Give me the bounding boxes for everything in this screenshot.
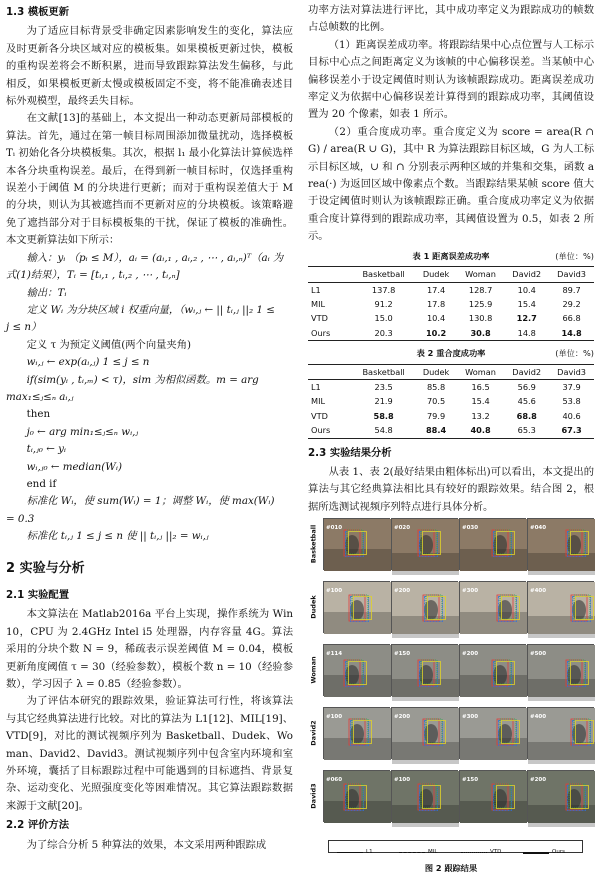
table-2-value-cell: 40.8 [470, 425, 491, 436]
table-1-value-cell: 91.2 [374, 298, 393, 309]
video-frame [323, 707, 390, 759]
table-1-method-cell: L1 [311, 284, 321, 295]
table-2-row [308, 409, 594, 423]
frame-number: #030 [462, 525, 479, 532]
right-column [308, 2, 594, 874]
figure-row [308, 707, 594, 759]
table-1-header-cell: Basketball [362, 269, 405, 280]
frame-number: #040 [530, 525, 547, 532]
algo-line-4: tᵢ,ⱼ₀ ← yᵢ [26, 443, 66, 456]
video-frame [459, 707, 526, 759]
table-2-method-cell: MIL [311, 396, 326, 407]
section-2-2-paragraph-1: 为了综合分析 5 种算法的效果，本文采用两种跟踪成 [26, 838, 267, 851]
legend-item [523, 844, 565, 861]
section-2-title: 2 实验与分析 [6, 560, 85, 576]
table-2-method-cell: VTD [311, 410, 328, 421]
section-2-3-title: 2.3 实验结果分析 [308, 446, 392, 459]
evaluation-method-continued: 功率方法对算法进行评比，其中成功率定义为跟踪成功的帧数占总帧数的比例。 [308, 4, 594, 34]
frame-number: #100 [326, 714, 343, 721]
video-frame [459, 644, 526, 696]
table-1-row [308, 297, 594, 311]
video-frame [459, 770, 526, 822]
table-2-row [308, 394, 594, 408]
table-2-method-cell: L1 [311, 381, 321, 392]
video-frame [527, 518, 594, 570]
algo-then: then [26, 408, 51, 421]
update-algorithm [6, 250, 293, 546]
figure-row-label [308, 644, 320, 696]
table-1-row [308, 282, 594, 297]
table-1-value-cell: 128.7 [468, 284, 493, 295]
table-2-value-cell: 56.9 [517, 381, 536, 392]
figure-row-label [308, 581, 320, 633]
table-2-value-cell: 88.4 [425, 425, 447, 436]
table-2-caption [308, 345, 594, 362]
table-2-value-cell: 37.9 [562, 381, 581, 392]
tracking-results-figure [308, 518, 594, 874]
table-1 [308, 266, 594, 341]
table-2-value-cell: 67.3 [561, 425, 582, 436]
frame-number: #010 [326, 525, 343, 532]
table-2-value-cell: 85.8 [426, 381, 446, 392]
table-2-header [308, 364, 594, 379]
figure-row [308, 644, 594, 696]
algo-end-if: end if [26, 477, 57, 490]
video-frame [323, 581, 390, 633]
algo-normalize-2: 标准化 tᵢ,ⱼ 1 ≤ j ≤ n 使 || tᵢ,ⱼ ||₂ = wᵢ,ⱼ [26, 530, 209, 543]
table-1-method-cell: Ours [311, 327, 331, 338]
sequence-name: David2 [309, 720, 318, 746]
frame-number: #300 [462, 588, 479, 595]
section-1-3-paragraph-2: 在文献[13]的基础上，本文提出一种动态更新局部模板的算法。首先，通过在第一帧目标周围添加微量扰动，选择模板 Tᵢ 初始化各分块模板集。其次，根据 l₁ 最小化算法计算候选样本各分块重构误差。最后，在得到新一帧目标时，仅选择重构误差小于阈值 M 的分块进行更新；而对于重构误差值大于 M 的分块，则认为其被遮挡而不更新对应的分块模板。该策略避免了遮挡部分对于目标模板集的干扰，保证了模板的准确性。本文更新算法如下所示： [6, 112, 293, 247]
table-1-header [308, 267, 594, 282]
video-frame [391, 707, 458, 759]
algo-line-2-cont: max₁≤ⱼ≤ₙ aᵢ,ⱼ [6, 390, 74, 403]
table-1-value-cell: 30.8 [470, 327, 491, 338]
section-1-3-paragraph-1: 为了适应目标背景受非确定因素影响发生的变化，算法应及时更新各分块区域对应的模板集。如果模板更新过快，模板的重构误差将会不断积累，进而导致跟踪算法发生偏移，与此相反，如果模板更新太慢或模板固定不变，将不能准确表述目标外观模型，最终丢失目标。 [6, 25, 293, 108]
table-1-value-cell: 89.7 [562, 284, 581, 295]
table-2-value-cell: 45.6 [517, 396, 536, 407]
sequence-name: Dudek [309, 595, 318, 619]
algo-line-3: j₀ ← arg min₁≤ⱼ≤ₙ wᵢ,ⱼ [26, 425, 139, 438]
table-1-value-cell: 14.8 [517, 327, 536, 338]
table-2-value-cell: 16.5 [471, 381, 490, 392]
table-2-row [308, 423, 594, 438]
table-1-unit: (单位：%) [555, 250, 594, 261]
table-1-value-cell: 14.8 [561, 327, 582, 338]
frame-number: #200 [394, 714, 411, 721]
overlap-paragraph: （2）重合度成功率。重合度定义为 score = area(R ∩ G) / area(R ∪ G)，其中 R 为算法跟踪目标区域，G 为人工标示目标区域，∪ 和 ∩ 分别表示两种区域的并集和交集，函数 area(·) 为返回区域中像素点个数。当跟踪结果某帧 score 值大于设定阈值时则认为该帧跟踪正确。重合度成功率定义为依据重合度计算得到的跟踪成功率，其阈值设置为 0.5，如表 2 所示。 [308, 125, 594, 243]
algo-output: 输出：Tᵢ [26, 286, 67, 299]
section-2-3-paragraph: 从表 1、表 2(最好结果由粗体标出)可以看出，本文提出的算法与其它经典算法相比具有较好的跟踪效果。结合图 2，根据所选测试视频序列特点进行具体分析。 [308, 465, 594, 513]
figure-2-caption: 图 2 跟踪结果 [424, 863, 478, 874]
figure-row-label [308, 707, 320, 759]
table-2-header-cell: Basketball [362, 366, 405, 377]
frame-number: #150 [462, 777, 479, 784]
table-1-value-cell: 125.9 [468, 298, 493, 309]
table-1-row [308, 326, 594, 341]
table-2-value-cell: 23.5 [374, 381, 393, 392]
table-1-value-cell: 130.8 [468, 313, 493, 324]
table-2-value-cell: 53.8 [562, 396, 581, 407]
table-1-row [308, 311, 594, 325]
frame-number: #200 [394, 588, 411, 595]
frame-number: #150 [394, 651, 411, 658]
table-1-header-cell: Woman [465, 269, 496, 280]
section-2-1-paragraph-1: 本文算法在 Matlab2016a 平台上实现，操作系统为 Win10，CPU 为 2.4GHz Intel i5 处理器，内存容量 4G。算法采用的分块个数 N = 9，稀疏表示误差阈值 M = 0.04，模板更新角度阈值 τ = 30（经验参数），模板个数 n = 10（经验参数），学习因子 λ = 0.85（经验参数）。 [6, 608, 293, 691]
algo-define-tau: 定义 τ 为预定义阈值(两个向量夹角) [26, 338, 192, 351]
figure-row-label [308, 770, 320, 822]
table-2-value-cell: 54.8 [374, 425, 393, 436]
table-2-header-cell [308, 364, 352, 379]
section-2-1-title: 2.1 实验配置 [6, 589, 70, 601]
legend-item [461, 844, 501, 861]
table-2-value-cell: 13.2 [471, 410, 490, 421]
legend-line-icon [523, 852, 549, 854]
table-1-value-cell: 15.0 [374, 313, 393, 324]
legend-item [337, 844, 373, 861]
table-1-value-cell: 10.2 [425, 327, 447, 338]
algo-normalize-1-cont: = 0.3 [6, 512, 35, 525]
frame-number: #100 [394, 777, 411, 784]
table-2-unit: (单位：%) [555, 348, 594, 359]
table-1-value-cell: 17.4 [426, 284, 446, 295]
table-1-method-cell: VTD [311, 313, 328, 324]
video-frame [391, 581, 458, 633]
frame-number: #020 [394, 525, 411, 532]
table-2-value-cell: 40.6 [562, 410, 581, 421]
algo-define-weight: 定义 Wᵢ 为分块区域 i 权重向量，（wᵢ,ⱼ ← || tᵢ,ⱼ ||₂ 1 ≤ [26, 303, 275, 316]
section-2-1-paragraph-2: 为了评估本研究的跟踪效果，验证算法可行性，将该算法与其它经典算法进行比较。对比的算法为 L1[12]、MIL[19]、VTD[9]，对比的测试视频序列为 Basketball、Dudek、Woman、David2、David3。测试视频序列中包含室内环境和室外环境，囊括了目标跟踪过程中可能遇到的目标遮挡、背景复杂、运动变化、光照强度变化等困难情况。其它算法跟踪数据来源于文献[20]。 [6, 695, 293, 812]
frame-number: #400 [530, 714, 547, 721]
video-frame [459, 518, 526, 570]
video-frame [527, 707, 594, 759]
table-1-value-cell: 66.8 [562, 313, 581, 324]
distance-error-paragraph: （1）距离误差成功率。将跟踪结果中心点位置与人工标示目标中心点之间距离定义为该帧的中心偏移误差。当某帧中心偏移误差小于设定阈值时则认为该帧跟踪成功。距离误差成功率定义为依据中心偏移误差计算得到的跟踪成功率，其阈值设置为 20 个像素，如表 1 所示。 [308, 38, 594, 121]
legend-line-icon [461, 852, 487, 853]
table-2-value-cell: 15.4 [471, 396, 490, 407]
left-column [6, 2, 293, 854]
sequence-name: Basketball [309, 525, 318, 564]
section-1-3-title: 1.3 模板更新 [6, 6, 70, 18]
table-2-value-cell: 70.5 [426, 396, 446, 407]
table-1-value-cell: 10.4 [426, 313, 446, 324]
frame-number: #200 [530, 777, 547, 784]
video-frame [527, 644, 594, 696]
frame-number: #300 [462, 714, 479, 721]
table-1-header-cell: Dudek [422, 269, 450, 280]
table-2-header-cell: Dudek [422, 366, 450, 377]
video-frame [527, 581, 594, 633]
video-frame [323, 770, 390, 822]
sequence-name: David3 [309, 783, 318, 809]
frame-number: #114 [326, 651, 343, 658]
algo-define-weight-cont: j ≤ n） [6, 321, 42, 334]
table-1-value-cell: 10.4 [517, 284, 536, 295]
table-2-value-cell: 65.3 [517, 425, 536, 436]
figure-row [308, 770, 594, 822]
algo-normalize-1: 标准化 Wᵢ，使 sum(Wᵢ) = 1；调整 Wᵢ，使 max(Wᵢ) [26, 495, 275, 508]
frame-number: #100 [326, 588, 343, 595]
frame-number: #060 [326, 777, 343, 784]
table-1-value-cell: 15.4 [517, 298, 536, 309]
table-2-header-cell: David2 [512, 366, 542, 377]
legend-label: VTD [490, 849, 502, 856]
algo-line-5: wᵢ,ⱼ₀ ← median(Wᵢ) [26, 460, 122, 473]
algo-line-2: if(sim(yᵢ , tᵢ,ₘ) < τ)，sim 为相似函数。m = arg [26, 373, 259, 386]
table-2-title: 表 2 重合度成功率 [416, 348, 486, 359]
table-1-header-cell: David2 [512, 269, 542, 280]
video-frame [459, 581, 526, 633]
video-frame [391, 770, 458, 822]
frame-number: #200 [462, 651, 479, 658]
legend-item [399, 844, 437, 861]
section-2-2-title: 2.2 评价方法 [6, 819, 70, 832]
table-2-header-cell: Woman [465, 366, 496, 377]
table-1-value-cell: 29.2 [562, 298, 581, 309]
table-2-value-cell: 58.8 [373, 410, 394, 421]
figure-row [308, 581, 594, 633]
table-1-value-cell: 137.8 [371, 284, 396, 295]
figure-row-label [308, 518, 320, 570]
legend-label: Ours [552, 849, 565, 856]
frame-number: #400 [530, 588, 547, 595]
video-frame [323, 518, 390, 570]
legend-label: MIL [428, 849, 438, 856]
frame-number: #500 [530, 651, 547, 658]
video-frame [391, 644, 458, 696]
table-2-method-cell: Ours [311, 425, 331, 436]
video-frame [323, 644, 390, 696]
legend-line-icon [337, 852, 363, 853]
table-1-caption [308, 248, 594, 265]
sequence-name: Woman [309, 656, 318, 684]
algo-line-1: wᵢ,ⱼ ← exp(aᵢ,ⱼ) 1 ≤ j ≤ n [26, 356, 150, 369]
table-1-value-cell: 20.3 [374, 327, 393, 338]
table-1-value-cell: 12.7 [516, 313, 537, 324]
table-2-row [308, 379, 594, 394]
table-2-value-cell: 68.8 [516, 410, 537, 421]
table-1-header-cell [308, 267, 352, 282]
video-frame [527, 770, 594, 822]
figure-row [308, 518, 594, 570]
legend-label: L1 [366, 849, 373, 856]
table-2 [308, 364, 594, 439]
table-2-value-cell: 79.9 [426, 410, 446, 421]
table-2-header-cell: David3 [557, 366, 586, 377]
video-frame [391, 518, 458, 570]
table-1-value-cell: 17.8 [426, 298, 446, 309]
table-2-value-cell: 21.9 [374, 396, 393, 407]
figure-legend [328, 840, 583, 856]
table-1-header-cell: David3 [557, 269, 586, 280]
table-1-method-cell: MIL [311, 298, 326, 309]
algo-input-cont: 式(1)结果），Tᵢ = [tᵢ,₁ , tᵢ,₂ , ⋯ , tᵢ,ₙ] [6, 269, 180, 282]
table-1-title: 表 1 距离误差成功率 [412, 250, 490, 261]
legend-line-icon [399, 852, 425, 853]
algo-input: 输入：yᵢ （pᵢ ≤ M），aᵢ = (aᵢ,₁ , aᵢ,₂ , ⋯ , aᵢ,ₙ)ᵀ（aᵢ 为 [26, 251, 284, 264]
